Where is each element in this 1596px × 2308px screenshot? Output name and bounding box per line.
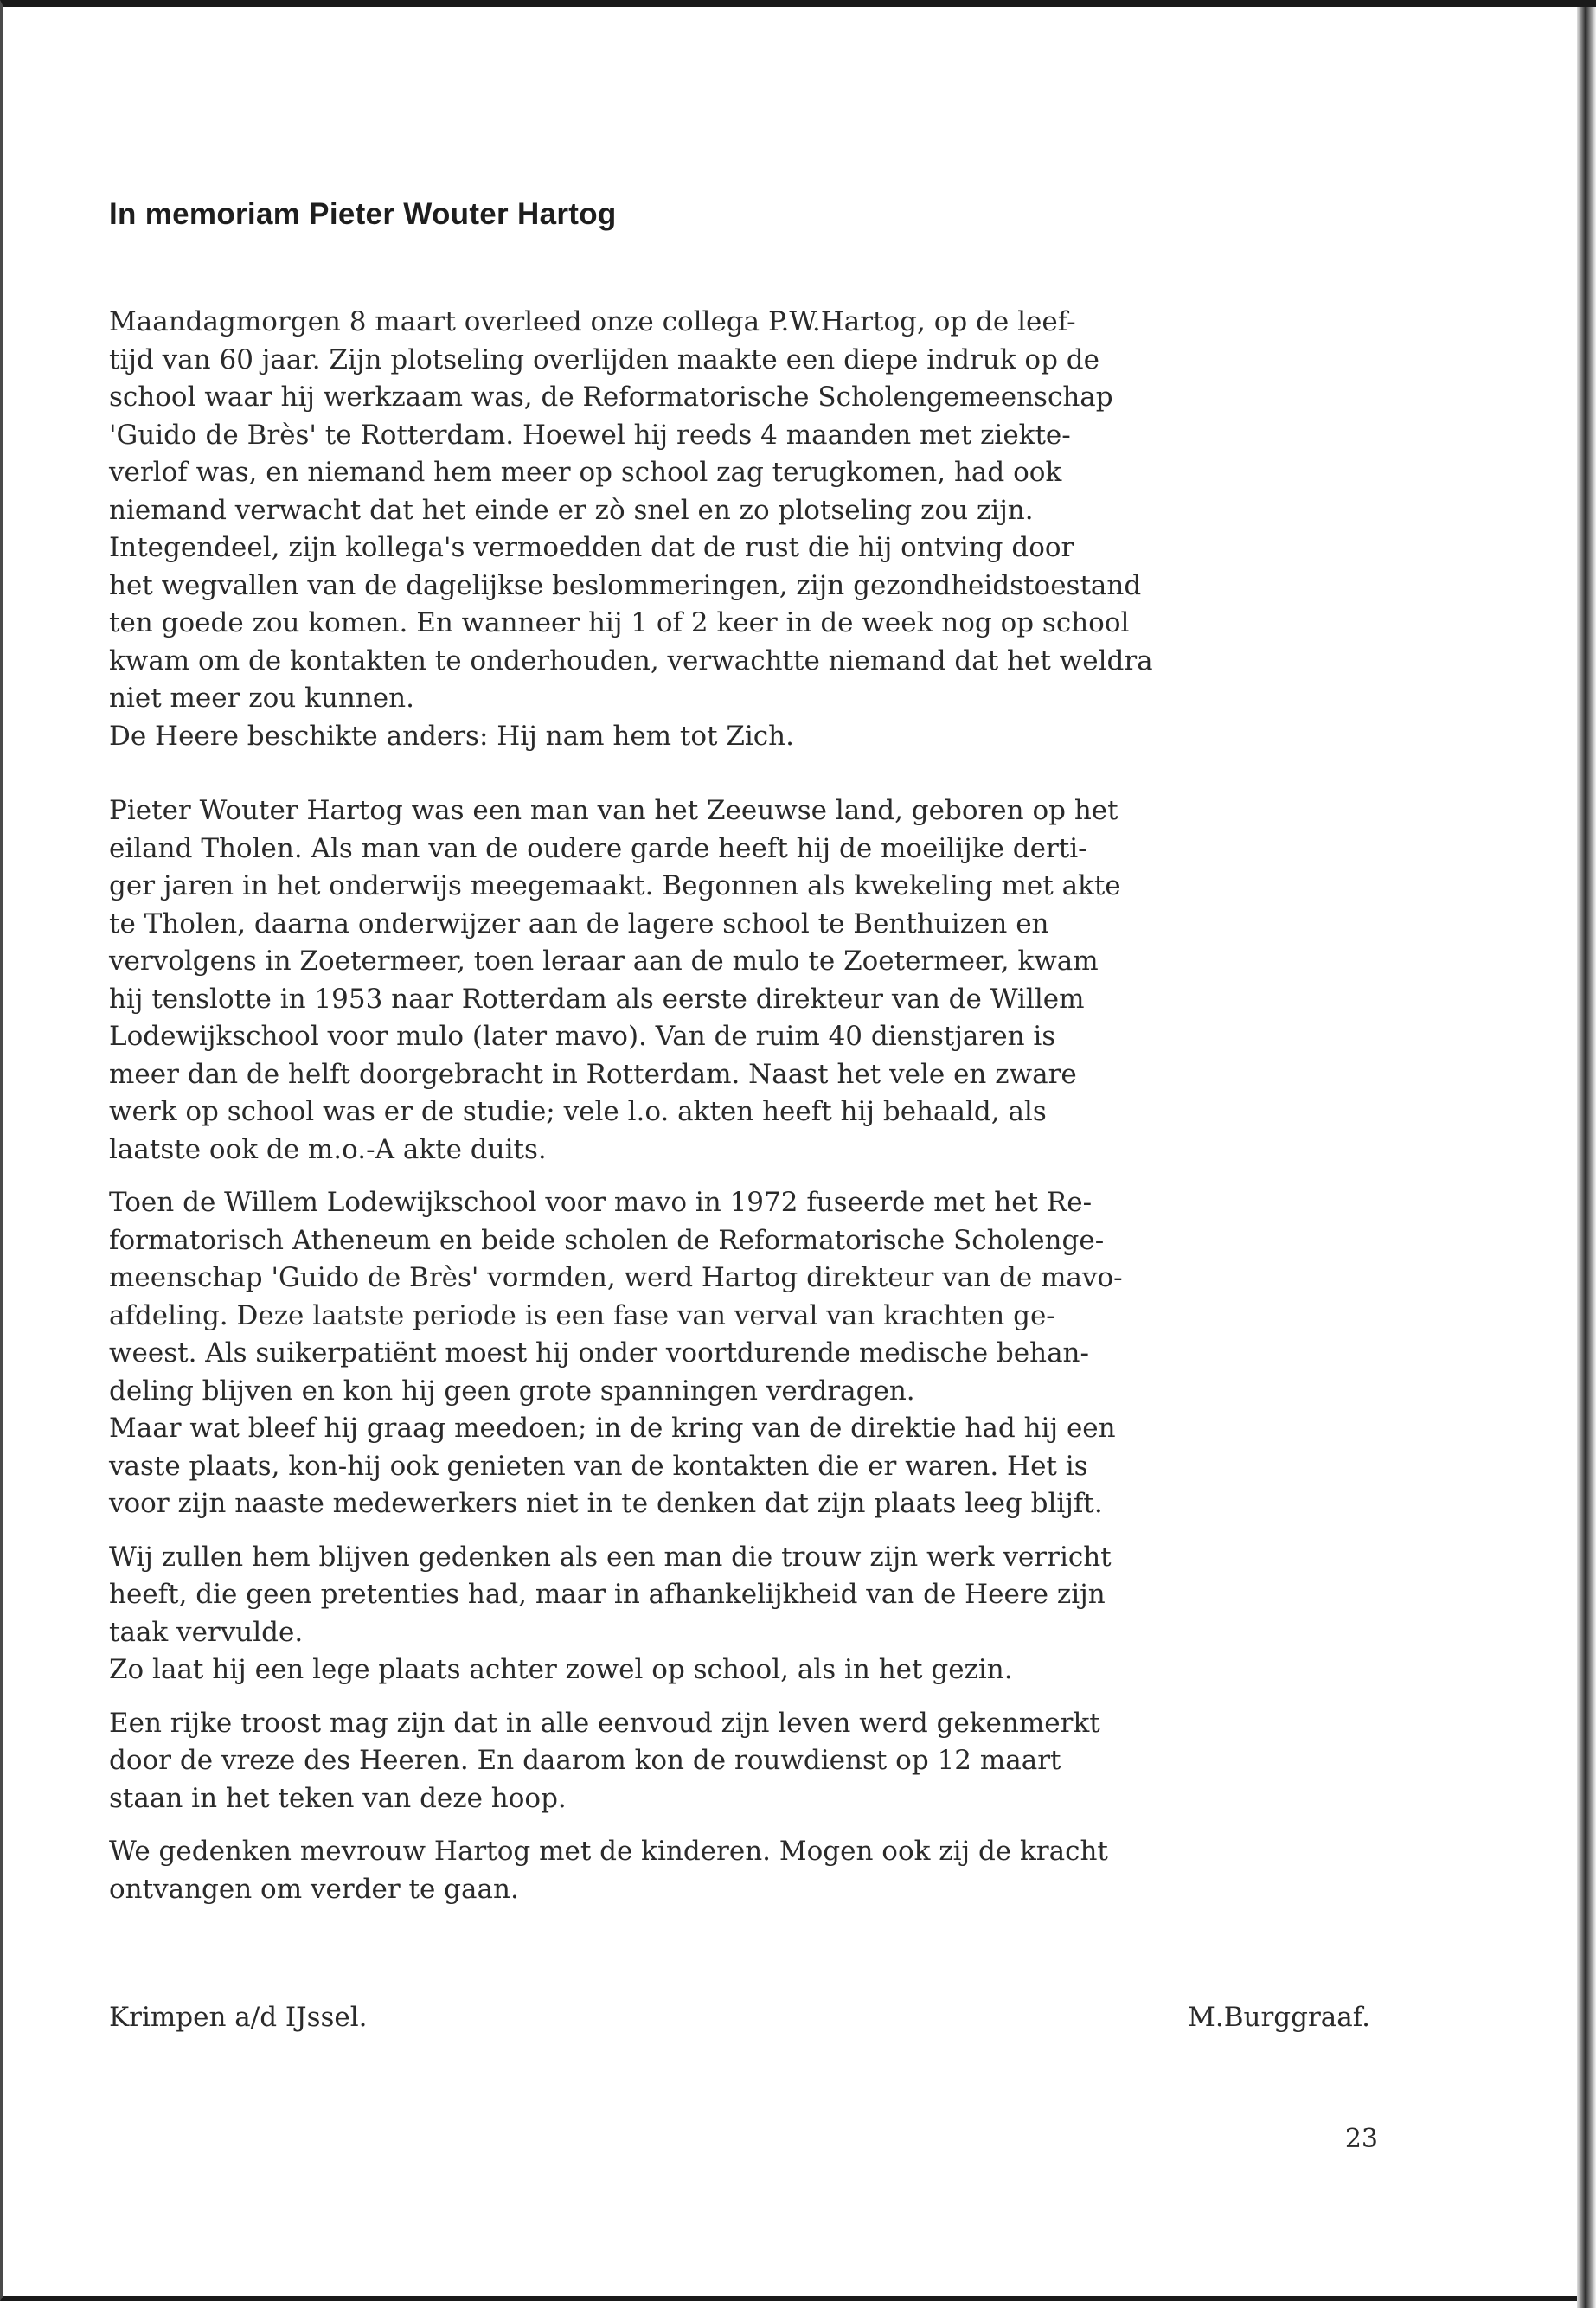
text-line: Maar wat bleef hij graag meedoen; in de kring van de direktie had hij een [109,1413,1116,1444]
paragraph-1 [109,304,1385,755]
article-body [109,304,1385,1908]
text-line: formatorisch Atheneum en beide scholen de Reformatorische Scholenge- [109,1224,1105,1256]
text-line: heeft, die geen pretenties had, maar in afhankelijkheid van de Heere zijn [109,1579,1106,1610]
paragraph-spacer [109,1169,1385,1184]
paragraph-spacer [109,1689,1385,1705]
text-line: De Heere beschikte anders: Hij nam hem tot Zich. [109,720,794,752]
text-line: vervolgens in Zoetermeer, toen leraar aan de mulo te Zoetermeer, kwam [109,946,1099,977]
text-line: Zo laat hij een lege plaats achter zowel op school, als in het gezin. [109,1654,1013,1685]
text-line: hij tenslotte in 1953 naar Rotterdam als eerste direkteur van de Willem [109,983,1085,1015]
text-line: Integendeel, zijn kollega's vermoedden dat de rust die hij ontving door [109,532,1074,563]
scan-edge-right [1577,7,1596,2308]
paragraph-5 [109,1705,1385,1818]
paragraph-spacer [109,1818,1385,1833]
text-line: werk op school was er de studie; vele l.o. akten heeft hij behaald, als [109,1096,1047,1127]
text-line: staan in het teken van deze hoop. [109,1782,567,1814]
text-line: kwam om de kontakten te onderhouden, verwachtte niemand dat het weldra [109,644,1153,676]
text-line: te Tholen, daarna onderwijzer aan de lagere school te Benthuizen en [109,907,1049,939]
text-line: Wij zullen hem blijven gedenken als een man die trouw zijn werk verricht [109,1541,1112,1573]
text-line: weest. Als suikerpatiënt moest hij onder voortdurende medische behan- [109,1337,1089,1369]
text-line: tijd van 60 jaar. Zijn plotseling overlijden maakte een diepe indruk op de [109,343,1099,375]
text-line: ontvangen om verder te gaan. [109,1873,519,1905]
page-title: In memoriam Pieter Wouter Hartog [109,197,617,231]
text-line: laatste ook de m.o.-A akte duits. [109,1133,547,1165]
paragraph-spacer [109,755,1385,792]
paragraph-6 [109,1833,1385,1908]
text-line: We gedenken mevrouw Hartog met de kinderen. Mogen ook zij de kracht [109,1836,1108,1867]
text-line: meer dan de helft doorgebracht in Rotterdam. Naast het vele en zware [109,1058,1077,1090]
text-line: deling blijven en kon hij geen grote spanningen verdragen. [109,1375,915,1407]
paragraph-2 [109,792,1385,1169]
text-line: door de vreze des Heeren. En daarom kon de rouwdienst op 12 maart [109,1745,1061,1776]
text-line: taak vervulde. [109,1616,304,1648]
author-name: M.Burggraaf. [1188,2002,1370,2033]
text-line: school waar hij werkzaam was, de Reformatorische Scholengemeenschap [109,381,1113,413]
text-line: vaste plaats, kon-hij ook genieten van de kontakten die er waren. Het is [109,1450,1088,1482]
text-line: niemand verwacht dat het einde er zò snel en zo plotseling zou zijn. [109,494,1034,526]
text-line: ten goede zou komen. En wanneer hij 1 of 2 keer in de week nog op school [109,607,1130,638]
text-line: voor zijn naaste medewerkers niet in te denken dat zijn plaats leeg blijft. [109,1488,1103,1519]
text-line: Een rijke troost mag zijn dat in alle eenvoud zijn leven werd gekenmerkt [109,1707,1100,1739]
text-line: meenschap 'Guido de Brès' vormden, werd Hartog direkteur van de mavo- [109,1262,1123,1293]
page-number: 23 [1344,2124,1378,2154]
paragraph-3 [109,1184,1385,1523]
text-line: Lodewijkschool voor mulo (later mavo). Van de ruim 40 dienstjaren is [109,1021,1056,1052]
place-name: Krimpen a/d IJssel. [109,2002,368,2033]
text-line: Pieter Wouter Hartog was een man van het Zeeuwse land, geboren op het [109,795,1118,826]
text-line: afdeling. Deze laatste periode is een fase van verval van krachten ge- [109,1299,1055,1331]
text-line: Maandagmorgen 8 maart overleed onze collega P.W.Hartog, op de leef- [109,306,1076,337]
text-line: ger jaren in het onderwijs meegemaakt. Begonnen als kwekeling met akte [109,870,1121,901]
text-line: verlof was, en niemand hem meer op school zag terugkomen, had ook [109,457,1062,488]
text-line: 'Guido de Brès' te Rotterdam. Hoewel hij reeds 4 maanden met ziekte- [109,419,1071,451]
text-line: niet meer zou kunnen. [109,683,414,714]
paragraph-spacer [109,1523,1385,1539]
text-line: het wegvallen van de dagelijkse beslommeringen, zijn gezondheidstoestand [109,569,1142,601]
text-line: eiland Tholen. Als man van de oudere garde heeft hij de moeilijke derti- [109,832,1087,864]
text-line: Toen de Willem Lodewijkschool voor mavo in 1972 fuseerde met het Re- [109,1187,1093,1218]
paragraph-4 [109,1539,1385,1689]
